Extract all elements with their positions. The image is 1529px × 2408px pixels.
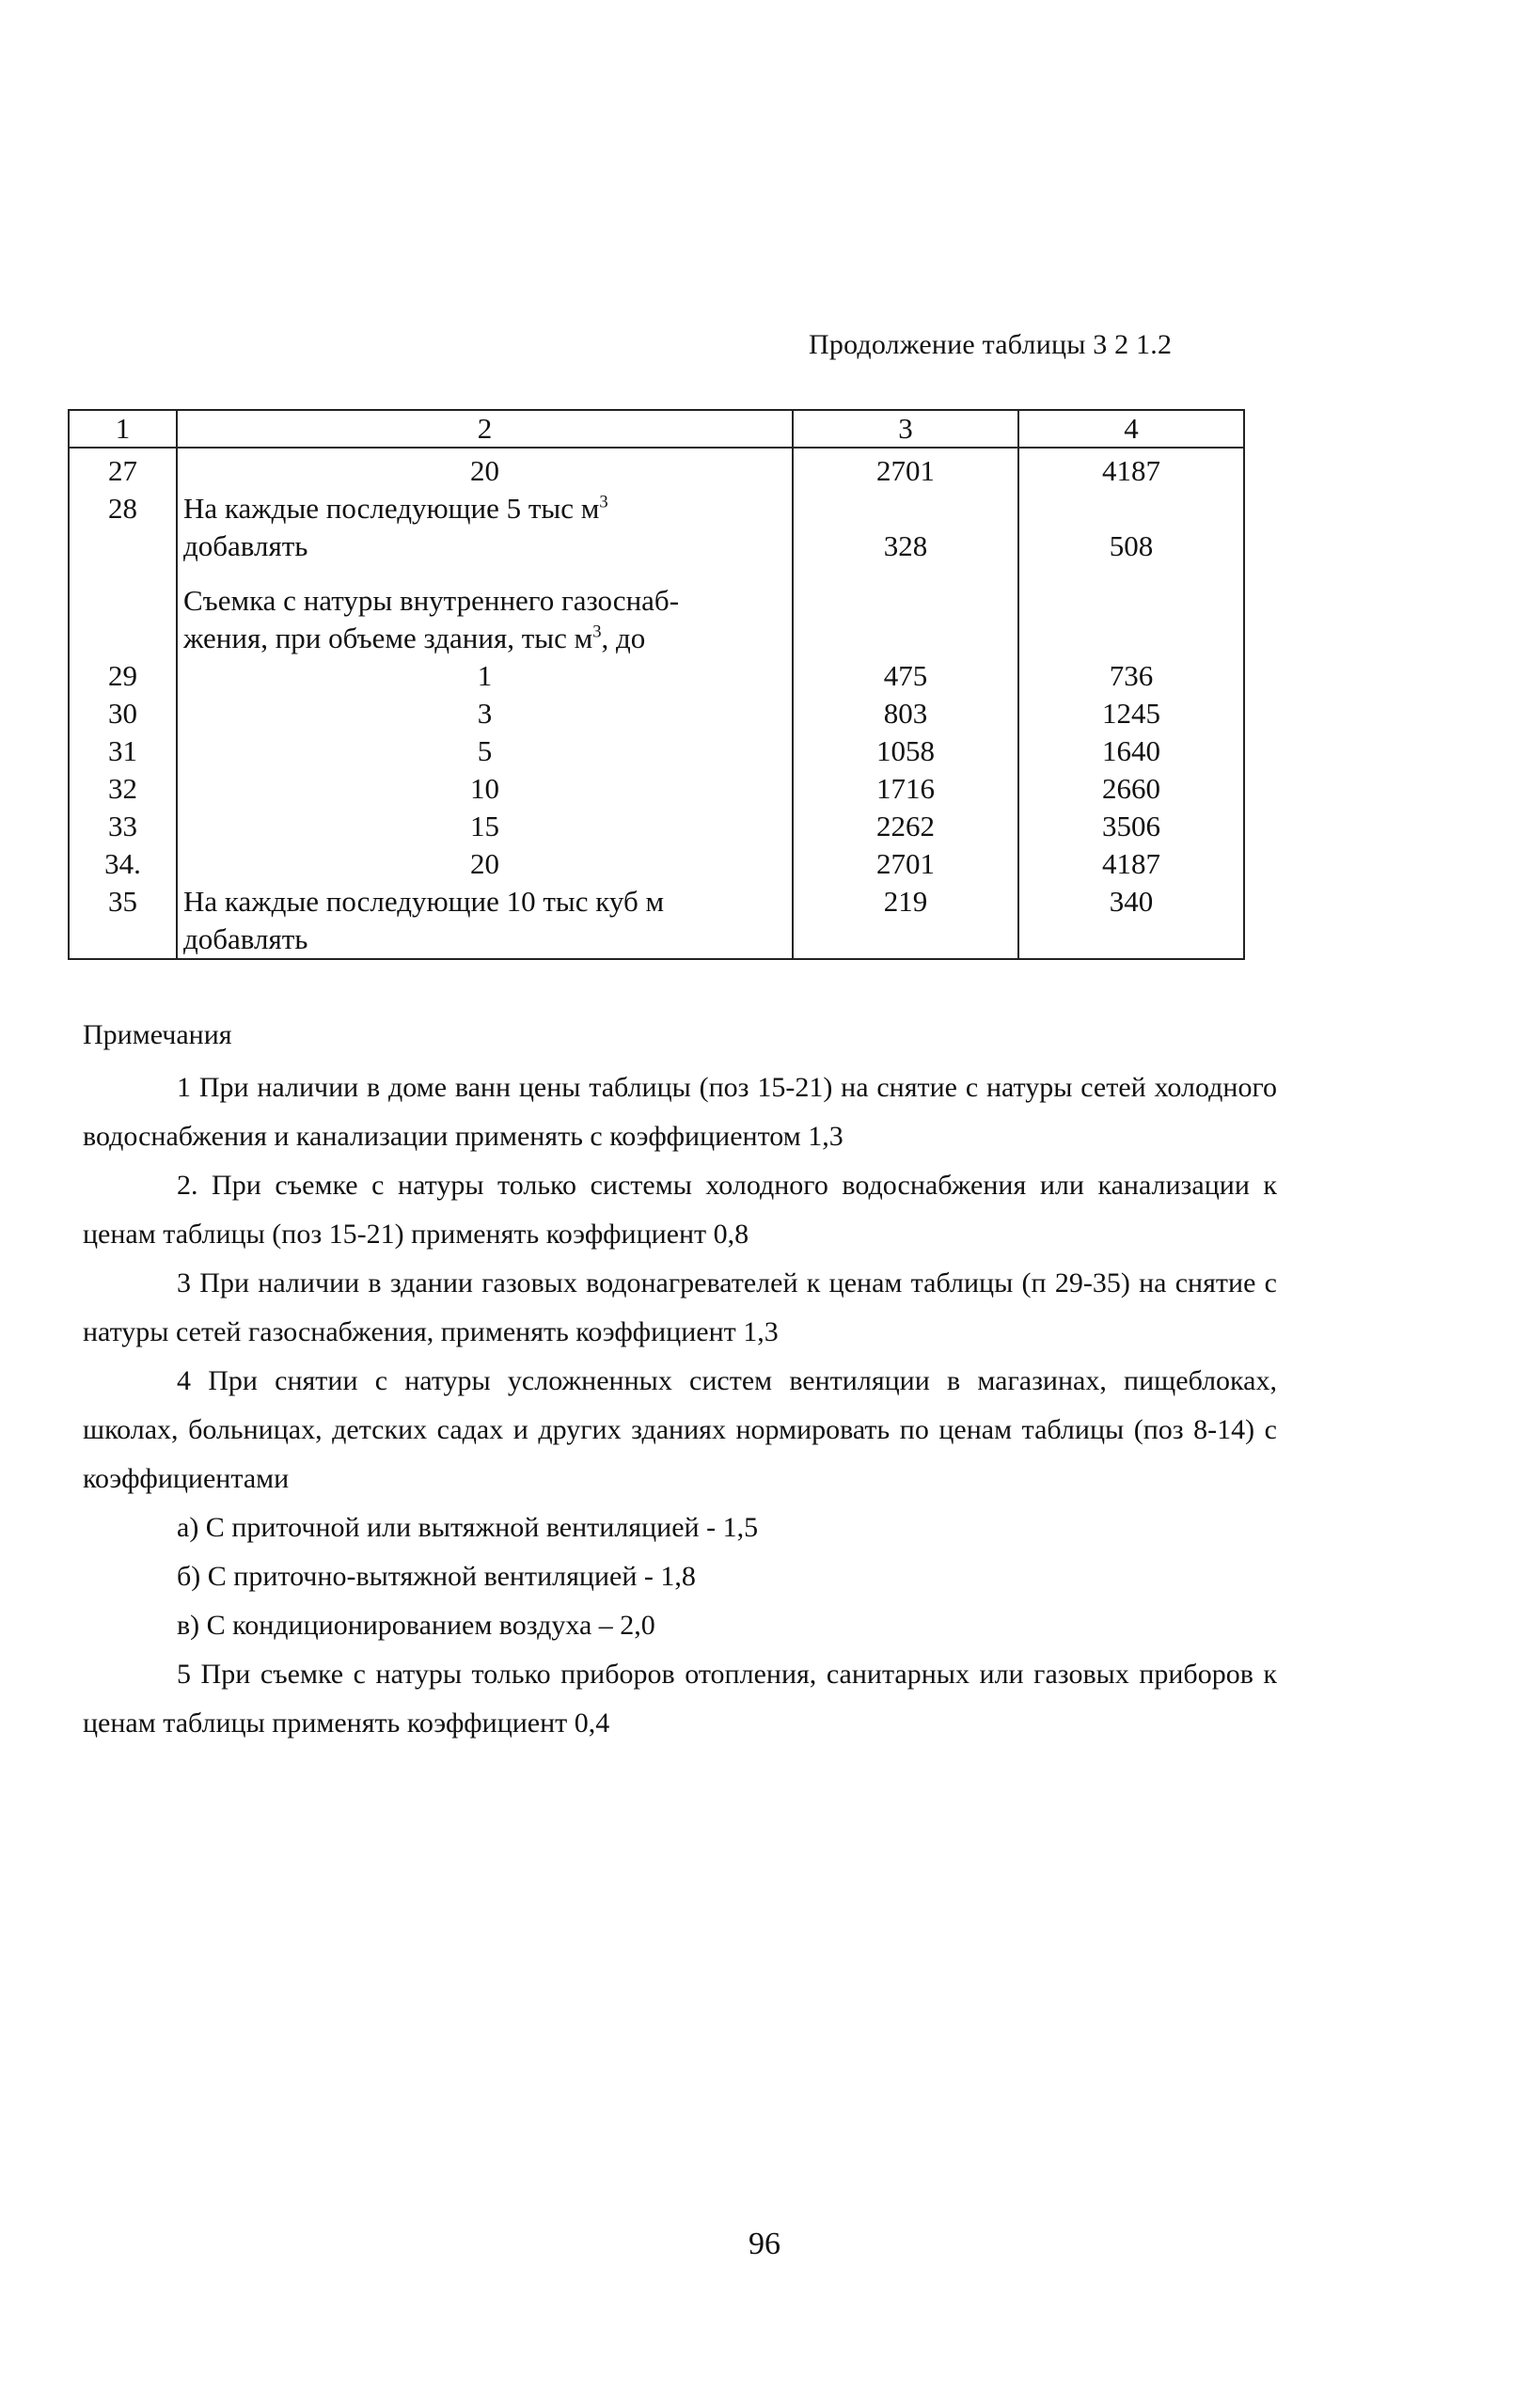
price-cell: 475 bbox=[793, 657, 1018, 695]
superscript: 3 bbox=[599, 492, 608, 512]
table-row bbox=[69, 695, 1244, 732]
table-row bbox=[69, 845, 1244, 883]
position-cell bbox=[69, 620, 177, 657]
price-cell bbox=[1018, 582, 1244, 620]
description-cell: добавлять bbox=[177, 527, 793, 565]
note-subitem: в) С кондиционированием воздуха – 2,0 bbox=[177, 1610, 655, 1641]
price-table bbox=[68, 409, 1245, 960]
price-cell bbox=[1018, 921, 1244, 959]
price-cell: 1716 bbox=[793, 770, 1018, 808]
description-cell: 20 bbox=[177, 845, 793, 883]
note-subitem: а) С приточной или вытяжной вентиляцией - 1,5 bbox=[177, 1512, 759, 1543]
table-row bbox=[69, 582, 1244, 620]
price-cell: 2701 bbox=[793, 845, 1018, 883]
price-cell: 2660 bbox=[1018, 770, 1244, 808]
column-header: 1 bbox=[69, 410, 177, 448]
position-cell: 31 bbox=[69, 732, 177, 770]
price-cell bbox=[1018, 490, 1244, 527]
table-row bbox=[69, 808, 1244, 845]
price-cell: 4187 bbox=[1018, 845, 1244, 883]
description-cell: 10 bbox=[177, 770, 793, 808]
page-number: 96 bbox=[749, 2227, 780, 2261]
description-cell: Съемка с натуры внутреннего газоснаб- bbox=[177, 582, 793, 620]
table-row bbox=[69, 657, 1244, 695]
price-cell bbox=[793, 582, 1018, 620]
table-row bbox=[69, 448, 1244, 490]
price-cell: 328 bbox=[793, 527, 1018, 565]
description-cell: 5 bbox=[177, 732, 793, 770]
price-cell: 2701 bbox=[793, 448, 1018, 490]
note-paragraph: 1 При наличии в доме ванн цены таблицы (поз 15-21) на снятие с натуры сетей холодного водоснабжения и канализации применять с коэффициентом 1,3 bbox=[83, 1072, 1277, 1152]
price-cell: 736 bbox=[1018, 657, 1244, 695]
price-cell: 219 bbox=[793, 883, 1018, 921]
note-paragraph: 4 При снятии с натуры усложненных систем вентиляции в магазинах, пищеблоках, школах, больницах, детских садах и других зданиях нормировать по ценам таблицы (поз 8-14) с коэффициентами bbox=[83, 1365, 1277, 1494]
description-cell: 3 bbox=[177, 695, 793, 732]
position-cell: 30 bbox=[69, 695, 177, 732]
position-cell bbox=[69, 527, 177, 565]
position-cell: 32 bbox=[69, 770, 177, 808]
price-cell bbox=[793, 921, 1018, 959]
note-paragraph: 5 При съемке с натуры только приборов отопления, санитарных или газовых приборов к ценам таблицы применять коэффициент 0,4 bbox=[83, 1659, 1277, 1739]
price-cell: 4187 bbox=[1018, 448, 1244, 490]
note-subitem: б) С приточно-вытяжной вентиляцией - 1,8 bbox=[177, 1561, 696, 1592]
table-row bbox=[69, 490, 1244, 527]
description-cell: жения, при объеме здания, тыс $м^3$, до bbox=[177, 620, 793, 657]
notes-section bbox=[83, 1011, 1277, 1748]
position-cell bbox=[69, 582, 177, 620]
position-cell: 35 bbox=[69, 883, 177, 921]
table-row bbox=[69, 527, 1244, 565]
description-cell: 1 bbox=[177, 657, 793, 695]
description-cell: На каждые последующие 10 тыс куб м bbox=[177, 883, 793, 921]
table-continuation-label: Продолжение таблицы 3 2 1.2 bbox=[809, 329, 1173, 360]
price-cell: 1640 bbox=[1018, 732, 1244, 770]
position-cell: 27 bbox=[69, 448, 177, 490]
table-row bbox=[69, 770, 1244, 808]
price-cell: 3506 bbox=[1018, 808, 1244, 845]
table-row bbox=[69, 883, 1244, 921]
column-header: 2 bbox=[177, 410, 793, 448]
price-cell: 1058 bbox=[793, 732, 1018, 770]
price-cell: 2262 bbox=[793, 808, 1018, 845]
superscript: 3 bbox=[592, 622, 602, 642]
price-cell: 340 bbox=[1018, 883, 1244, 921]
table-row bbox=[69, 921, 1244, 959]
table-row bbox=[69, 732, 1244, 770]
description-cell: добавлять bbox=[177, 921, 793, 959]
note-paragraph: 3 При наличии в здании газовых водонагревателей к ценам таблицы (п 29-35) на снятие с натуры сетей газоснабжения, применять коэффициент 1,3 bbox=[83, 1267, 1277, 1347]
description-cell: На каждые последующие 5 тыс $м^3$ bbox=[177, 490, 793, 527]
price-cell bbox=[793, 620, 1018, 657]
position-cell: 28 bbox=[69, 490, 177, 527]
table-spacer-row bbox=[69, 565, 1244, 582]
description-cell: 20 bbox=[177, 448, 793, 490]
price-cell: 803 bbox=[793, 695, 1018, 732]
price-cell bbox=[1018, 620, 1244, 657]
table-header-row bbox=[69, 410, 1244, 448]
note-paragraph: 2. При съемке с натуры только системы холодного водоснабжения или канализации к ценам таблицы (поз 15-21) применять коэффициент 0,8 bbox=[83, 1170, 1277, 1250]
price-cell: 508 bbox=[1018, 527, 1244, 565]
column-header: 4 bbox=[1018, 410, 1244, 448]
position-cell: 34. bbox=[69, 845, 177, 883]
notes-heading: Примечания bbox=[83, 1019, 232, 1050]
description-cell: 15 bbox=[177, 808, 793, 845]
position-cell: 33 bbox=[69, 808, 177, 845]
table-row bbox=[69, 620, 1244, 657]
price-cell bbox=[793, 490, 1018, 527]
position-cell bbox=[69, 921, 177, 959]
column-header: 3 bbox=[793, 410, 1018, 448]
price-cell: 1245 bbox=[1018, 695, 1244, 732]
position-cell: 29 bbox=[69, 657, 177, 695]
